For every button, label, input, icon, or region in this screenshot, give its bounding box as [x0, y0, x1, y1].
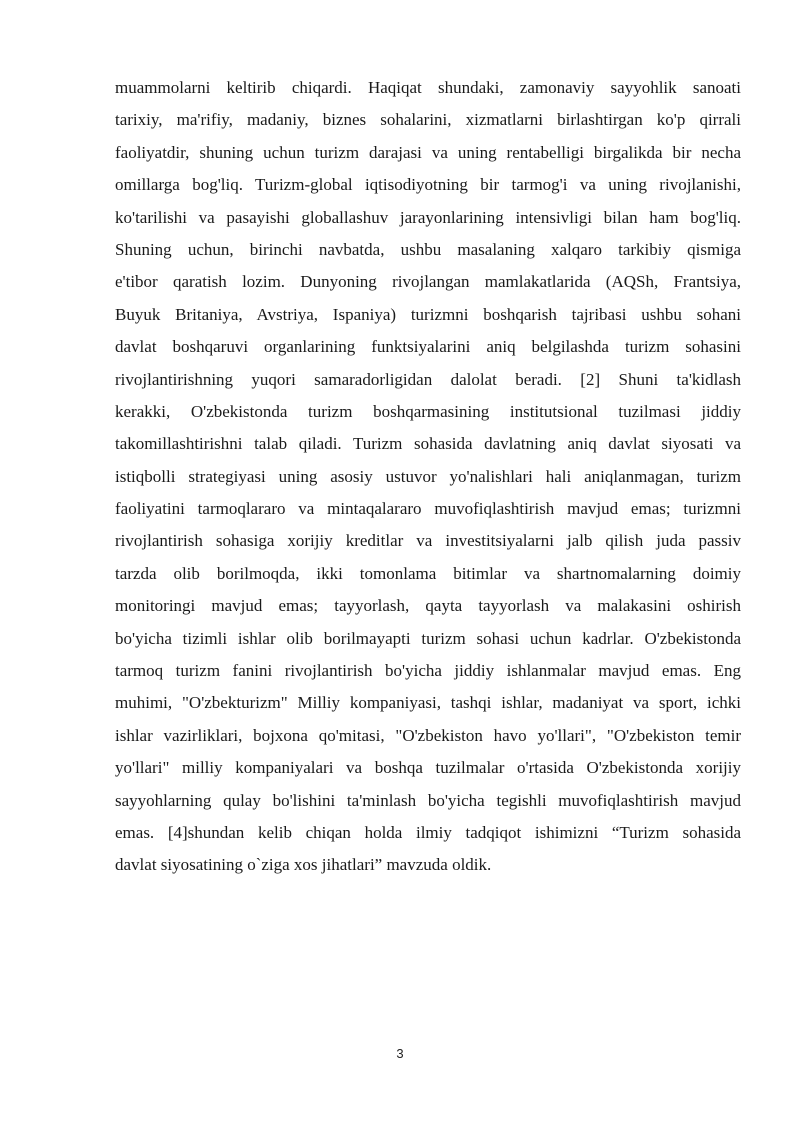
- text-line: ishlar vazirliklari, bojxona qo'mitasi, "O'zbekiston havo yo'llari", "O'zbekiston temir: [115, 725, 741, 745]
- text-line: tarzda olib borilmoqda, ikki tomonlama bitimlar va shartnomalarning doimiy: [115, 563, 741, 583]
- text-line: rivojlantirish sohasiga xorijiy kreditlar va investitsiyalarni jalb qilish juda passiv: [115, 531, 741, 551]
- body-paragraph: [115, 72, 741, 882]
- text-line: bo'yicha tizimli ishlar olib borilmayapti turizm sohasi uchun kadrlar. O'zbekistonda: [115, 628, 741, 648]
- text-line: davlat siyosatining o`ziga xos jihatlari” mavzuda oldik.: [115, 855, 492, 875]
- page-number: 3: [396, 1046, 404, 1061]
- text-line: rivojlantirishning yuqori samaradorligidan dalolat beradi. [2] Shuni ta'kidlash: [115, 369, 741, 389]
- text-line: tarixiy, ma'rifiy, madaniy, biznes sohalarini, xizmatlarni birlashtirgan ko'p qirrali: [115, 110, 741, 130]
- text-line: monitoringi mavjud emas; tayyorlash, qayta tayyorlash va malakasini oshirish: [115, 596, 741, 616]
- text-line: omillarga bog'liq. Turizm-global iqtisodiyotning bir tarmog'i va uning rivojlanishi,: [115, 175, 741, 195]
- text-line: emas. [4]shundan kelib chiqan holda ilmiy tadqiqot ishimizni “Turizm sohasida: [115, 822, 741, 842]
- text-line: yo'llari" milliy kompaniyalari va boshqa tuzilmalar o'rtasida O'zbekistonda xorijiy: [115, 758, 741, 778]
- text-line: faoliyatdir, shuning uchun turizm darajasi va uning rentabelligi birgalikda bir necha: [115, 142, 741, 162]
- text-line: istiqbolli strategiyasi uning asosiy ustuvor yo'nalishlari hali aniqlanmagan, turizm: [115, 466, 741, 486]
- text-line: ko'tarilishi va pasayishi globallashuv jarayonlarining intensivligi bilan ham bog'liq.: [115, 207, 741, 227]
- text-line: kerakki, O'zbekistonda turizm boshqarmasining institutsional tuzilmasi jiddiy: [115, 401, 741, 421]
- text-line: Buyuk Britaniya, Avstriya, Ispaniya) turizmni boshqarish tajribasi ushbu sohani: [115, 304, 741, 324]
- text-line: takomillashtirishni talab qiladi. Turizm sohasida davlatning aniq davlat siyosati va: [115, 434, 741, 454]
- text-line: sayyohlarning qulay bo'lishini ta'minlash bo'yicha tegishli muvofiqlashtirish mavjud: [115, 790, 741, 810]
- text-line: muhimi, "O'zbekturizm" Milliy kompaniyasi, tashqi ishlar, madaniyat va sport, ichki: [115, 693, 741, 713]
- text-line: e'tibor qaratish lozim. Dunyoning rivojlangan mamlakatlarida (AQSh, Frantsiya,: [115, 272, 741, 292]
- text-line: muammolarni keltirib chiqardi. Haqiqat shundaki, zamonaviy sayyohlik sanoati: [115, 78, 741, 97]
- text-line: davlat boshqaruvi organlarining funktsiyalarini aniq belgilashda turizm sohasini: [115, 337, 741, 357]
- text-line: Shuning uchun, birinchi navbatda, ushbu masalaning xalqaro tarkibiy qismiga: [115, 239, 741, 259]
- text-line: tarmoq turizm fanini rivojlantirish bo'yicha jiddiy ishlanmalar mavjud emas. Eng: [115, 661, 741, 681]
- text-line: faoliyatini tarmoqlararo va mintaqalararo muvofiqlashtirish mavjud emas; turizmni: [115, 499, 741, 519]
